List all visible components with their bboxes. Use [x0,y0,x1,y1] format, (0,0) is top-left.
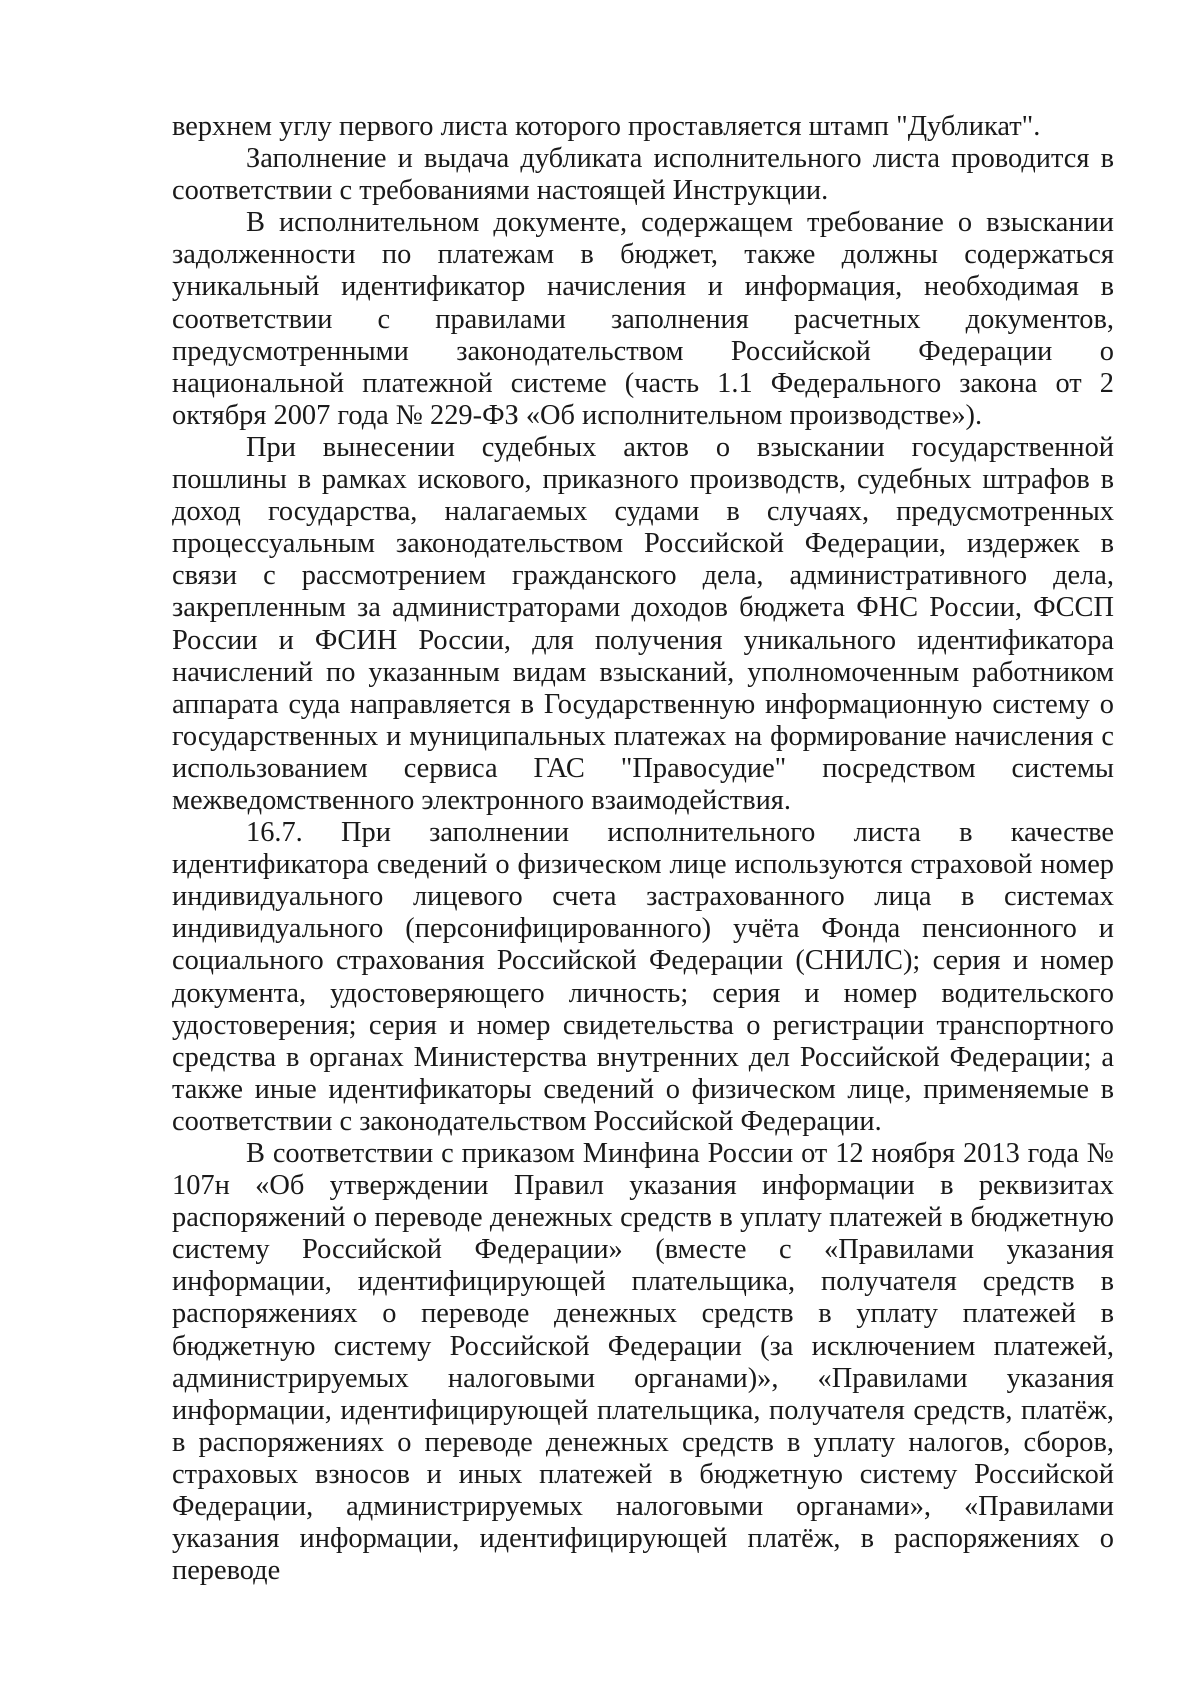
paragraph-minfin-order: В соответствии с приказом Минфина России от 12 ноября 2013 года № 107н «Об утверждении Правил указания информации в реквизитах распоряжений о переводе денежных средств в уплату платежей в бюджетную систему Российской Федерации» (вместе с «Правилами указания информации, идентифицирующей плательщика, получателя средств в распоряжениях о переводе денежных средств в уплату платежей в бюджетную систему Российской Федерации (за исключением платежей, администрируемых налоговыми органами)», «Правилами указания информации, идентифицирующей плательщика, получателя средств, платёж, в распоряжениях о переводе денежных средств в уплату налогов, сборов, страховых взносов и иных платежей в бюджетную систему Российской Федерации, администрируемых налоговыми органами», «Правилами указания информации, идентифицирующей платёж, в распоряжениях о переводе [172,1138,1114,1587]
document-page [172,111,1114,1587]
paragraph-state-duty-charges: При вынесении судебных актов о взыскании государственной пошлины в рамках искового, приказного производств, судебных штрафов в доход государства, налагаемых судами в случаях, предусмотренных процессуальным законодательством Российской Федерации, издержек в связи с рассмотрением гражданского дела, административного дела, закрепленным за администраторами доходов бюджета ФНС России, ФССП России и ФСИН России, для получения уникального идентификатора начислений по указанным видам взысканий, уполномоченным работником аппарата суда направляется в Государственную информационную систему о государственных и муниципальных платежах на формирование начисления с использованием сервиса ГАС "Правосудие" посредством системы межведомственного электронного взаимодействия. [172,431,1114,816]
paragraph-budget-debt-identifier: В исполнительном документе, содержащем требование о взыскании задолженности по платежам в бюджет, также должны содержаться уникальный идентификатор начисления и информация, необходимая в соответствии с правилами заполнения расчетных документов, предусмотренными законодательством Российской Федерации о национальной платежной системе (часть 1.1 Федерального закона от 2 октября 2007 года № 229-ФЗ «Об исполнительном производстве»). [172,207,1114,431]
paragraph-16-7-identifiers: 16.7. При заполнении исполнительного листа в качестве идентификатора сведений о физическом лице используются страховой номер индивидуального лицевого счета застрахованного лица в системах индивидуального (персонифицированного) учёта Фонда пенсионного и социального страхования Российской Федерации (СНИЛС); серия и номер документа, удостоверяющего личность; серия и номер водительского удостоверения; серия и номер свидетельства о регистрации транспортного средства в органах Министерства внутренних дел Российской Федерации; а также иные идентификаторы сведений о физическом лице, применяемые в соответствии с законодательством Российской Федерации. [172,817,1114,1137]
paragraph-duplicate-stamp: верхнем углу первого листа которого проставляется штамп "Дубликат". [172,111,1041,142]
paragraph-duplicate-issuance: Заполнение и выдача дубликата исполнительного листа проводится в соответствии с требованиями настоящей Инструкции. [172,143,1114,207]
